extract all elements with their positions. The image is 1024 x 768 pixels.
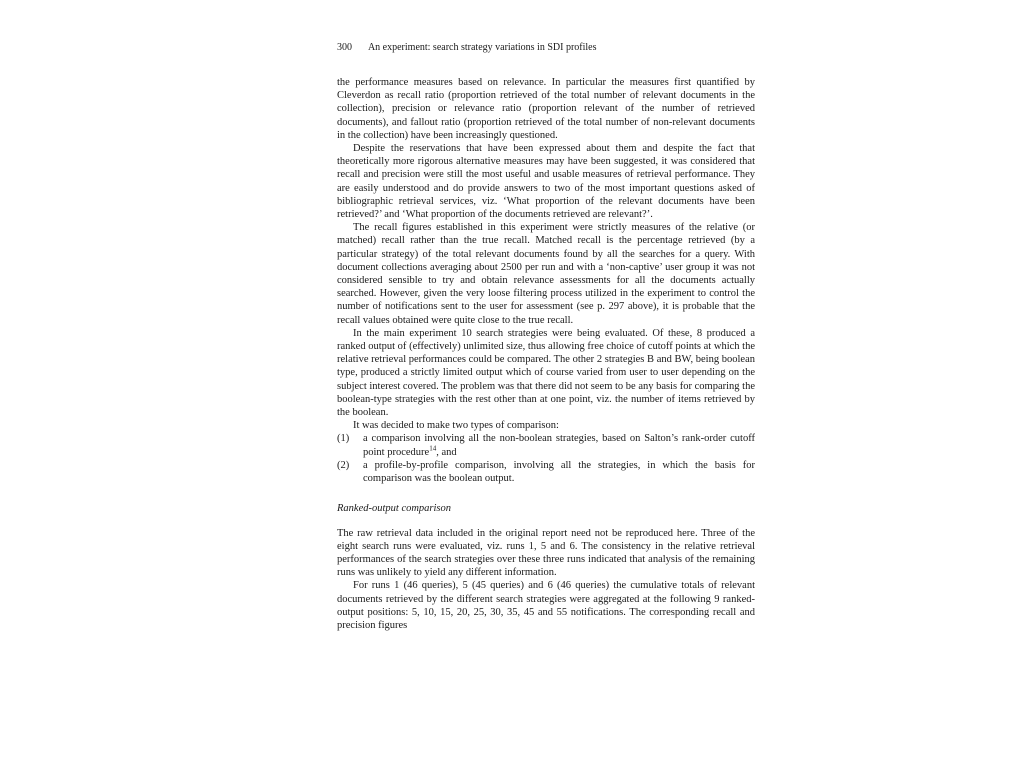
- list-item-text: a profile-by-profile comparison, involving all the strategies, in which the basis for comparison was the boolean output.: [363, 459, 755, 485]
- paragraph: For runs 1 (46 queries), 5 (45 queries) and 6 (46 queries) the cumulative totals of relevant documents retrieved by the different search strategies were aggregated at the following 9 ranked-output positions: 5, 10, 15, 20, 25, 30, 35, 45 and 55 notifications. The corresponding recall and precision figures: [337, 580, 755, 631]
- list-item-text: a comparison involving all the non-boolean strategies, based on Salton’s rank-order cutoff point procedure: [363, 433, 755, 458]
- paragraph: The recall figures established in this experiment were strictly measures of the relative (or matched) recall rather than the true recall. Matched recall is the percentage retrieved (by a particular strategy) of the total relevant documents found by all the searches for a query. With document collections averaging about 2500 per run and with a ‘non-captive’ user group it was not considered sensible to try and obtain relevance assessments for all the documents actually searched. However, given the very loose filtering process utilized in the experiment to control the number of notifications sent to the user for assessment (see p. 297 above), it is probable that the recall values obtained were quite close to the true recall.: [337, 222, 755, 326]
- list-item-suffix: , and: [436, 446, 457, 458]
- paragraph: The raw retrieval data included in the original report need not be reproduced here. Three of the eight search runs were evaluated, viz. runs 1, 5 and 6. The consistency in the relative retrieval performances of the search strategies over these three runs indicated that analysis of the remaining runs was unlikely to yield any different information.: [337, 527, 755, 579]
- running-title: An experiment: search strategy variations in SDI profiles: [367, 42, 597, 53]
- footnote-ref: 14: [429, 444, 437, 453]
- list-item: [337, 459, 755, 485]
- section-heading: Ranked-output comparison: [337, 503, 452, 515]
- page-content: [337, 42, 755, 632]
- paragraph: the performance measures based on relevance. In particular the measures first quantified by Cleverdon as recall ratio (proportion retrieved of the total number of relevant documents in the collection), precision or relevance ratio (proportion relevant of the number of retrieved documents), and fallout ratio (proportion retrieved of the total number of non-relevant documents in the collection) have been increasingly questioned.: [337, 77, 755, 141]
- paragraph: Despite the reservations that have been expressed about them and despite the fact that theoretically more rigorous alternative measures may have been suggested, it was considered that recall and precision were still the most useful and usable measures of retrieval performance. They are easily understood and do provide answers to two of the most important questions asked of bibliographic retrieval services, viz. ‘What proportion of the relevant documents have been retrieved?’ and ‘What proportion of the documents retrieved are relevant?’.: [337, 143, 755, 221]
- page-number: 300: [337, 42, 352, 53]
- list-marker: (2): [337, 459, 350, 471]
- paragraph: It was decided to make two types of comparison:: [353, 420, 559, 432]
- list-item: [337, 432, 755, 458]
- running-header: [337, 42, 755, 54]
- list-marker: (1): [337, 433, 350, 445]
- paragraph: In the main experiment 10 search strategies were being evaluated. Of these, 8 produced a ranked output of (effectively) unlimited size, thus allowing free choice of cutoff points at which the relative retrieval performances could be compared. The other 2 strategies B and BW, being boolean type, produced a strictly limited output which of course varied from user to user depending on the subject interest covered. The problem was that there did not seem to be any basis for comparing the boolean-type strategies with the rest other than at one point, viz. the number of items retrieved by the boolean.: [337, 327, 755, 419]
- comparison-list: [337, 432, 755, 485]
